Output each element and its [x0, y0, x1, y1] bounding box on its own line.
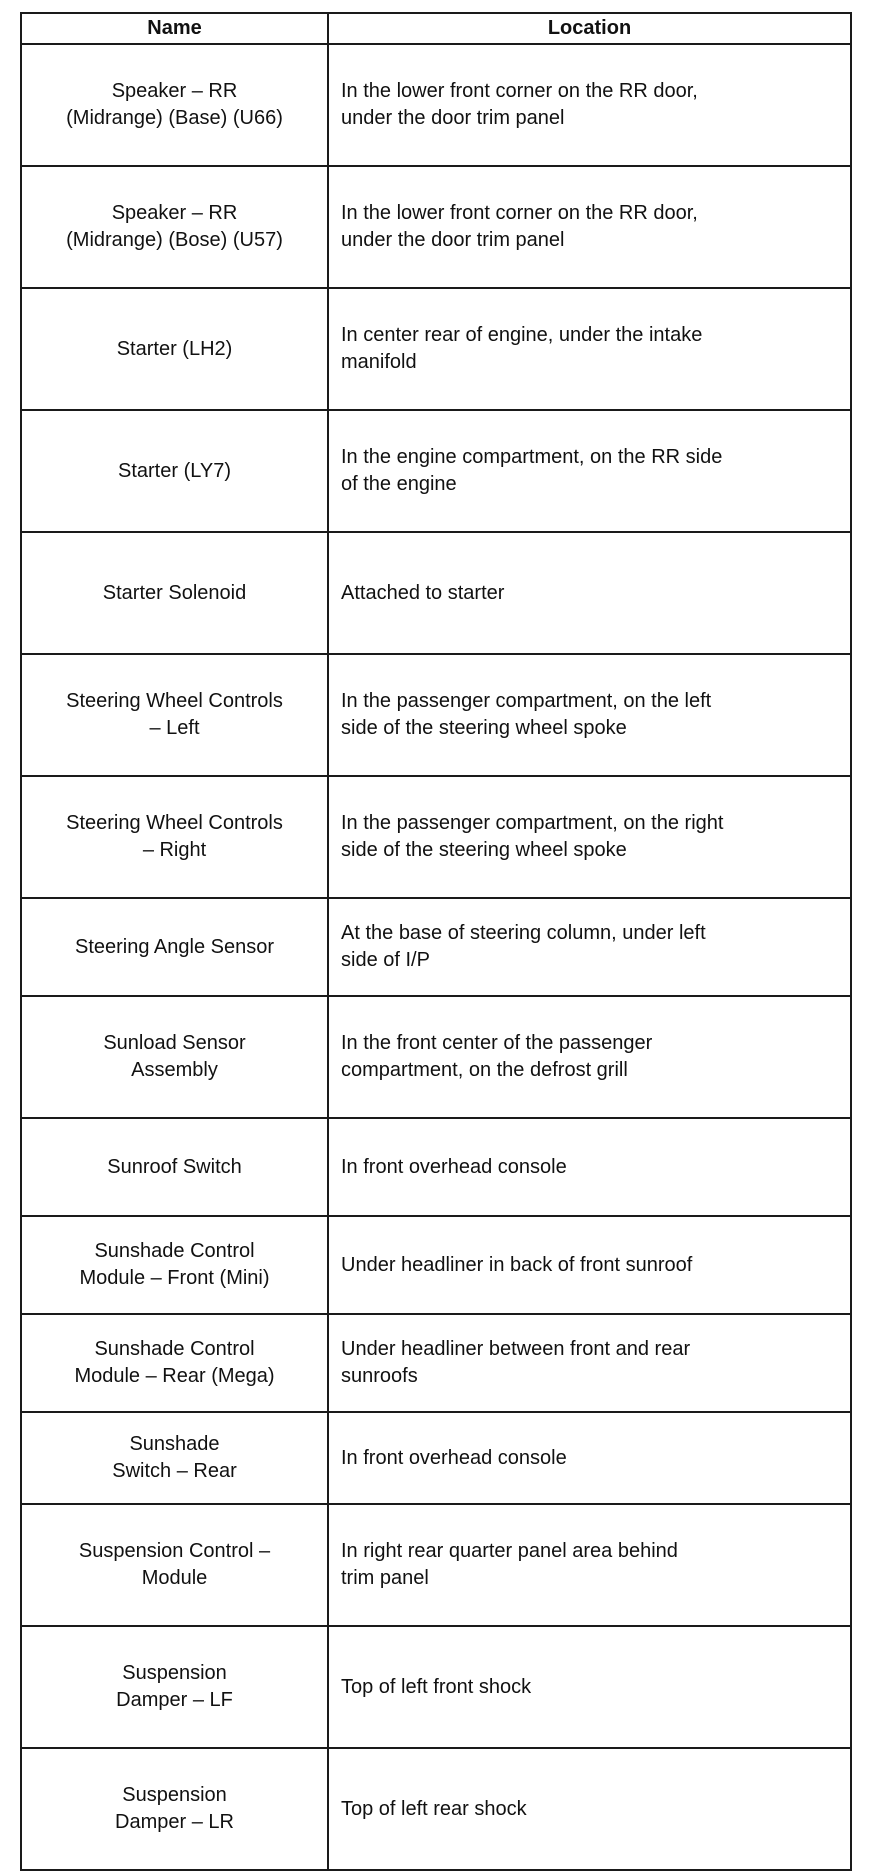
component-name: Steering Wheel Controls – Left [21, 654, 328, 776]
component-name: Starter (LY7) [21, 410, 328, 532]
column-header-location: Location [328, 13, 851, 44]
component-name: Sunshade Control Module – Rear (Mega) [21, 1314, 328, 1412]
table-row [21, 1626, 851, 1748]
component-location: In the passenger compartment, on the right side of the steering wheel spoke [328, 776, 851, 898]
component-location: In the lower front corner on the RR door, under the door trim panel [328, 44, 851, 166]
component-location: In center rear of engine, under the intake manifold [328, 288, 851, 410]
component-location: In right rear quarter panel area behind trim panel [328, 1504, 851, 1626]
component-location: Under headliner in back of front sunroof [328, 1216, 851, 1314]
table-row [21, 898, 851, 996]
table-row [21, 1504, 851, 1626]
component-name: Suspension Damper – LF [21, 1626, 328, 1748]
table-row [21, 410, 851, 532]
component-name: Starter Solenoid [21, 532, 328, 654]
component-name: Steering Angle Sensor [21, 898, 328, 996]
component-location: In the front center of the passenger compartment, on the defrost grill [328, 996, 851, 1118]
component-name: Sunload Sensor Assembly [21, 996, 328, 1118]
component-location: In front overhead console [328, 1412, 851, 1504]
component-location: In the passenger compartment, on the left side of the steering wheel spoke [328, 654, 851, 776]
table-row [21, 532, 851, 654]
component-location: Top of left rear shock [328, 1748, 851, 1870]
table-row [21, 1216, 851, 1314]
component-name: Steering Wheel Controls – Right [21, 776, 328, 898]
component-location: Attached to starter [328, 532, 851, 654]
component-name: Speaker – RR (Midrange) (Base) (U66) [21, 44, 328, 166]
component-name: Sunroof Switch [21, 1118, 328, 1216]
component-location-table [20, 12, 852, 1871]
table-row [21, 166, 851, 288]
column-header-name: Name [21, 13, 328, 44]
table-header-row [21, 13, 851, 44]
component-location: Top of left front shock [328, 1626, 851, 1748]
component-location: In the lower front corner on the RR door, under the door trim panel [328, 166, 851, 288]
table-row [21, 1118, 851, 1216]
table-row [21, 776, 851, 898]
component-location: At the base of steering column, under left side of I/P [328, 898, 851, 996]
table-row [21, 1412, 851, 1504]
table-row [21, 288, 851, 410]
table-row [21, 996, 851, 1118]
component-location: Under headliner between front and rear sunroofs [328, 1314, 851, 1412]
table-row [21, 44, 851, 166]
component-name: Starter (LH2) [21, 288, 328, 410]
table-row [21, 1748, 851, 1870]
component-name: Suspension Damper – LR [21, 1748, 328, 1870]
table-row [21, 654, 851, 776]
component-location: In front overhead console [328, 1118, 851, 1216]
component-location: In the engine compartment, on the RR side of the engine [328, 410, 851, 532]
component-name: Suspension Control – Module [21, 1504, 328, 1626]
table-row [21, 1314, 851, 1412]
component-name: Sunshade Switch – Rear [21, 1412, 328, 1504]
component-name: Sunshade Control Module – Front (Mini) [21, 1216, 328, 1314]
component-name: Speaker – RR (Midrange) (Bose) (U57) [21, 166, 328, 288]
